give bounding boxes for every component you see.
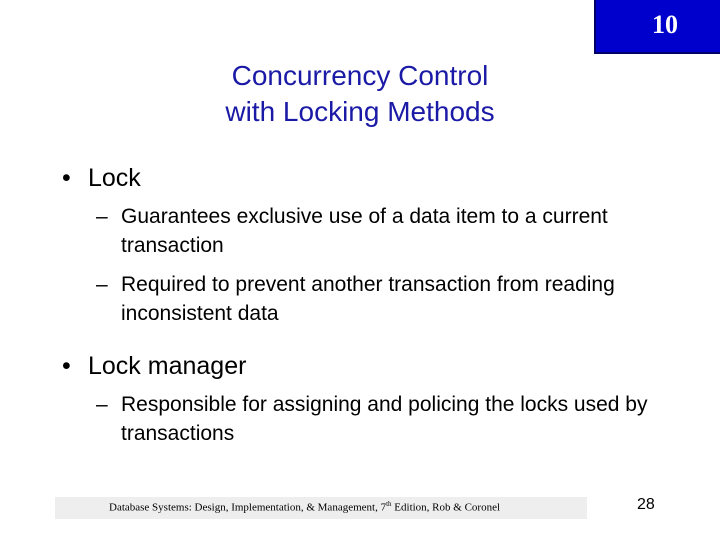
footer-citation [55,497,587,519]
slide-title-line-1: Concurrency Control [231,60,489,91]
sub-bullet-text: Responsible for assigning and policing the locks used by transactions [121,393,648,445]
dash-icon: – [96,205,108,228]
bullet-label: Lock [88,164,141,192]
footer-text [109,500,500,514]
sub-bullet-text: Required to prevent another transaction from reading inconsistent data [121,273,615,325]
footer-text-tail: Edition, Rob & Coronel [391,501,501,514]
sub-bullet-text: Guarantees exclusive use of a data item to a current transaction [121,205,608,257]
dash-icon: – [96,393,108,416]
dash-icon: – [96,273,108,296]
footer-superscript: th [386,500,392,508]
slide-title [0,58,720,130]
sub-bullet [96,270,681,328]
bullet-lock [62,163,141,193]
bullet-label: Lock manager [88,352,247,380]
sub-bullet [96,390,681,448]
page-number: 28 [637,496,655,513]
bullet-dot-icon: • [62,352,71,380]
bullet-lock-manager [62,351,246,381]
chapter-badge [594,0,720,54]
slide-title-line-2: with Locking Methods [225,96,495,127]
bullet-dot-icon: • [62,164,71,192]
footer-text-main: Database Systems: Design, Implementation, & Management, 7 [109,501,387,514]
chapter-number: 10 [652,10,678,39]
sub-bullet [96,202,681,260]
